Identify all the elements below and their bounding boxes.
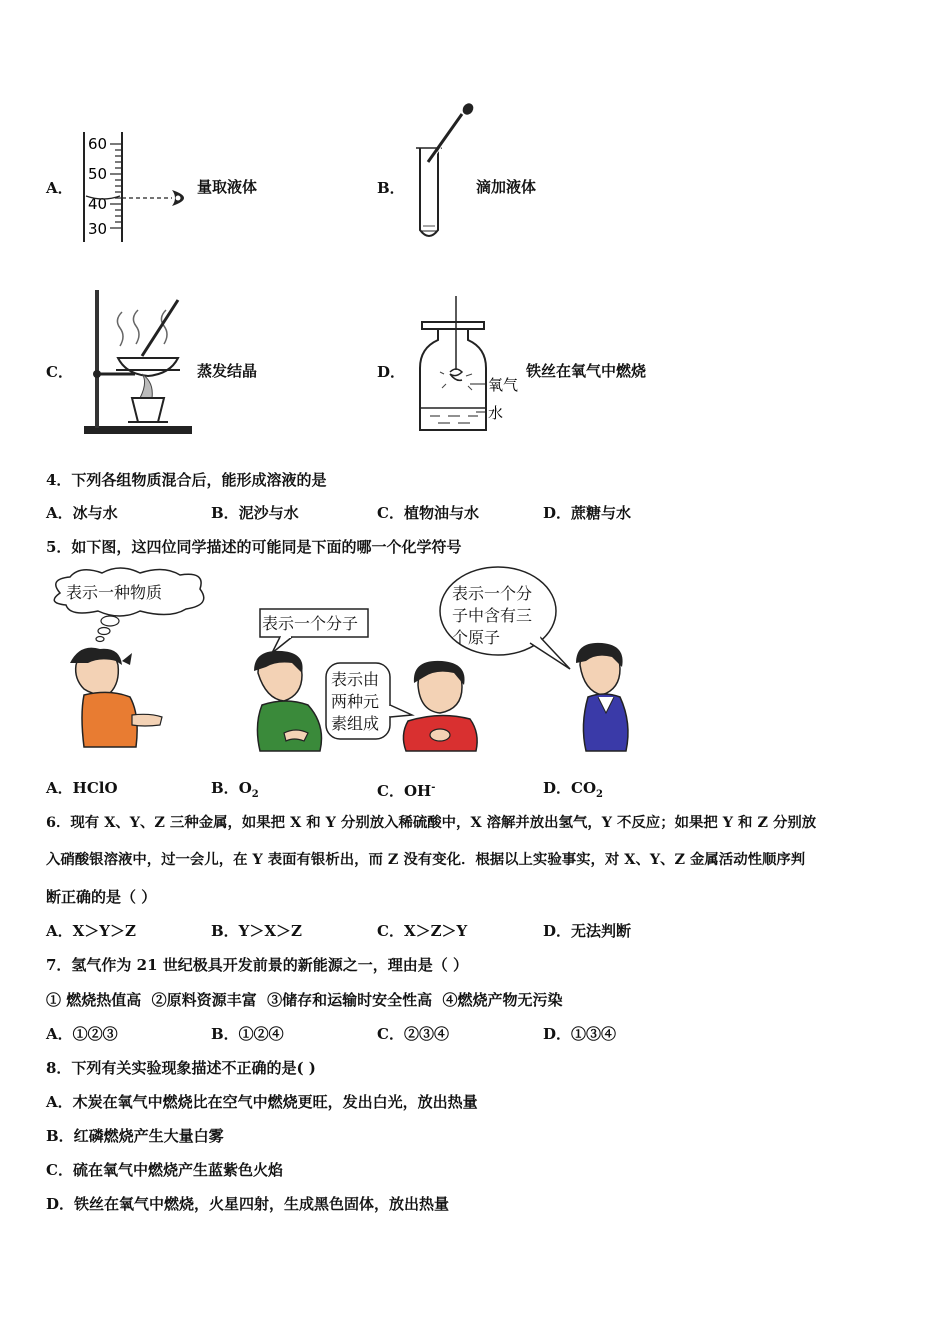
q7-option-c: C．②③④ xyxy=(377,1025,449,1043)
option-b-letter: B． xyxy=(377,179,405,197)
q5-option-c: C．OH- xyxy=(377,782,436,800)
q8-option-c: C．硫在氧气中燃烧产生蓝紫色火焰 xyxy=(46,1161,283,1179)
q6-option-c: C．X＞Z＞Y xyxy=(377,922,468,940)
q7-option-a: A．①②③ xyxy=(46,1025,118,1043)
bubble-3-line1: 表示由 xyxy=(331,670,380,689)
bubble-1-text: 表示一种物质 xyxy=(66,583,163,602)
option-c-letter: C． xyxy=(46,363,73,381)
scale-50: 50 xyxy=(88,165,108,183)
scale-40: 40 xyxy=(88,195,108,213)
bubble-3-line3: 素组成 xyxy=(331,714,380,733)
q7-reasons: ① 燃烧热值高 ②原料资源丰富 ③储存和运输时安全性高 ④燃烧产物无污染 xyxy=(46,991,563,1009)
bubble-4-line3: 个原子 xyxy=(452,628,501,647)
four-students-illustration xyxy=(40,565,660,760)
iron-wire-oxygen-bottle-figure xyxy=(410,292,528,438)
q5-option-d: D．$CO_2$ xyxy=(543,779,603,800)
q8-stem: 8．下列有关实验现象描述不正确的是( ) xyxy=(46,1059,316,1077)
bubble-4-line1: 表示一个分 xyxy=(452,584,533,603)
evaporation-setup-figure xyxy=(80,286,195,438)
q5-stem: 5．如下图，这四位同学描述的可能同是下面的哪一个化学符号 xyxy=(46,538,462,556)
q6-option-a: A．X＞Y＞Z xyxy=(46,922,136,940)
q7-option-b: B．①②④ xyxy=(211,1025,284,1043)
label-oxygen: 氧气 xyxy=(488,376,519,394)
bubble-4-line2: 子中含有三 xyxy=(452,606,533,625)
q8-option-d: D．铁丝在氧气中燃烧，火星四射，生成黑色固体，放出热量 xyxy=(46,1195,450,1213)
q4-option-c: C．植物油与水 xyxy=(377,504,479,522)
bubble-2-text: 表示一个分子 xyxy=(262,614,359,633)
option-d-caption: 铁丝在氧气中燃烧 xyxy=(526,362,647,380)
scale-30: 30 xyxy=(88,220,108,238)
option-a-letter: A． xyxy=(46,179,73,197)
option-b-caption: 滴加液体 xyxy=(476,178,537,196)
q4-stem: 4．下列各组物质混合后，能形成溶液的是 xyxy=(46,471,327,489)
q7-stem: 7．氢气作为 21 世纪极具开发前景的新能源之一，理由是（ ） xyxy=(46,956,468,974)
q8-option-a: A．木炭在氧气中燃烧比在空气中燃烧更旺，发出白光，放出热量 xyxy=(46,1093,478,1111)
q5-option-b: B．$O_2$ xyxy=(211,779,259,800)
label-water: 水 xyxy=(488,404,504,422)
q4-option-d: D．蔗糖与水 xyxy=(543,504,632,522)
q8-option-b: B．红磷燃烧产生大量白雾 xyxy=(46,1127,224,1145)
option-c-caption: 蒸发结晶 xyxy=(197,362,258,380)
q7-option-d: D．①③④ xyxy=(543,1025,617,1043)
option-d-letter: D． xyxy=(377,363,406,381)
dropper-test-tube-figure xyxy=(410,100,482,245)
q6-stem-line3: 断正确的是（ ） xyxy=(46,888,157,906)
bubble-3-line2: 两种元 xyxy=(331,692,380,711)
q6-option-b: B．Y＞X＞Z xyxy=(211,922,302,940)
q6-stem-line1: 6．现有 X、Y、Z 三种金属，如果把 X 和 Y 分别放入稀硫酸中，X 溶解并放出氢气，Y 不反应；如果把 Y 和 Z 分别放 xyxy=(46,814,817,831)
scale-60: 60 xyxy=(88,135,108,153)
q4-option-a: A．冰与水 xyxy=(46,504,118,522)
q6-stem-line2: 入硝酸银溶液中，过一会儿，在 Y 表面有银析出，而 Z 没有变化．根据以上实验事实，对 X、Y、Z 金属活动性顺序判 xyxy=(46,851,806,868)
q4-option-b: B．泥沙与水 xyxy=(211,504,299,522)
graduated-cylinder-figure xyxy=(72,128,197,246)
q6-option-d: D．无法判断 xyxy=(543,922,632,940)
q5-option-a: A．HClO xyxy=(46,779,118,797)
option-a-caption: 量取液体 xyxy=(197,178,258,196)
